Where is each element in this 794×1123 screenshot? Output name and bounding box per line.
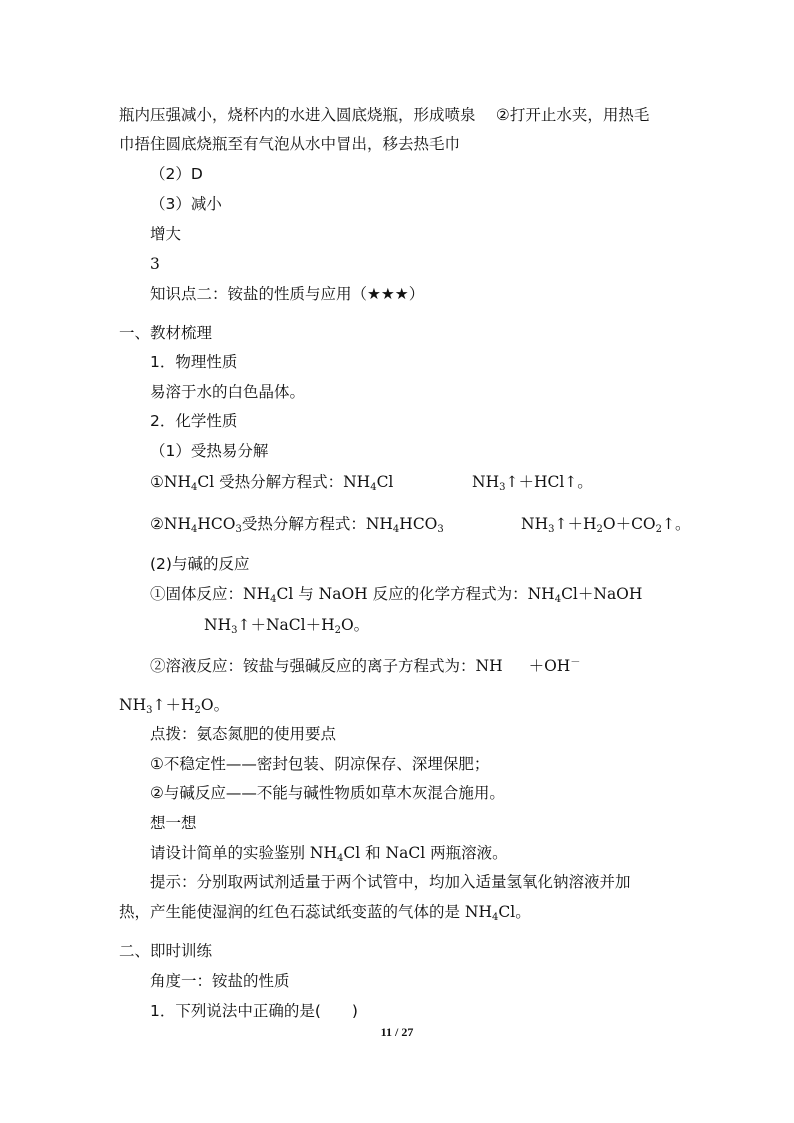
- text-line: 提示：分别取两试剂适量于两个试管中，均加入适量氢氧化钠溶液并加: [150, 873, 631, 891]
- section-heading: 知识点二：铵盐的性质与应用（★★★）: [150, 285, 425, 303]
- subheading: 想一想: [150, 814, 197, 832]
- equation-products: $NH_3↑+HCl↑$。: [472, 473, 593, 493]
- subheading: 2．化学性质: [150, 412, 238, 430]
- equation-products: $NH_3↑+NaCl+H_2O$。: [204, 616, 370, 636]
- equation-ionic-reaction: ②溶液反应：铵盐与强碱反应的离子方程式为：NH ＋OH－: [150, 657, 581, 675]
- equation-solid-reaction: ①固体反应：$NH_4Cl$ 与 NaOH 反应的化学方程式为：$NH_4Cl+NaOH$: [150, 585, 643, 605]
- equation-nh4cl-decomposition: $①NH_4Cl$ 受热分解方程式：$NH_4Cl$: [150, 473, 394, 493]
- text-line: 易溶于水的白色晶体。: [150, 383, 306, 401]
- subheading: （1）受热易分解: [150, 442, 269, 460]
- text-line: （3）减小: [150, 195, 222, 213]
- text-line: 热，产生能使湿润的红色石蕊试纸变蓝的气体的是 $NH_4Cl$。: [119, 903, 531, 923]
- equation-products: $NH_3↑+H_2O+CO_2↑$。: [521, 515, 691, 535]
- text-line: ①不稳定性——密封包装、阴凉保存、深埋保肥；: [150, 755, 490, 773]
- section-heading: 二、即时训练: [119, 942, 213, 960]
- subheading: 1．物理性质: [150, 353, 238, 371]
- section-heading: 一、教材梳理: [119, 324, 213, 342]
- subheading: 角度一：铵盐的性质: [150, 972, 290, 990]
- text-line: 巾捂住圆底烧瓶至有气泡从水中冒出，移去热毛巾: [119, 135, 461, 153]
- subheading: (2)与碱的反应: [150, 555, 250, 573]
- text-line: （2）D: [150, 165, 203, 183]
- equation-nh4hco3-decomposition: $②NH_4HCO_3$受热分解方程式：$NH_4HCO_3$: [150, 515, 444, 535]
- tip-heading: 点拨：氨态氮肥的使用要点: [150, 725, 337, 743]
- page-number: 11 / 27: [380, 1025, 414, 1039]
- text-line: 3: [150, 255, 160, 273]
- question-line: 请设计简单的实验鉴别 $NH_4Cl$ 和 NaCl 两瓶溶液。: [150, 844, 508, 864]
- question-line: 1．下列说法中正确的是( ): [150, 1002, 358, 1020]
- text-line: 增大: [150, 225, 182, 243]
- text-line: ②与碱反应——不能与碱性物质如草木灰混合施用。: [150, 784, 505, 802]
- equation-products: $NH_3↑+H_2O$。: [119, 696, 230, 716]
- text-line: 瓶内压强减小，烧杯内的水进入圆底烧瓶，形成喷泉 ②打开止水夹，用热毛: [119, 106, 650, 124]
